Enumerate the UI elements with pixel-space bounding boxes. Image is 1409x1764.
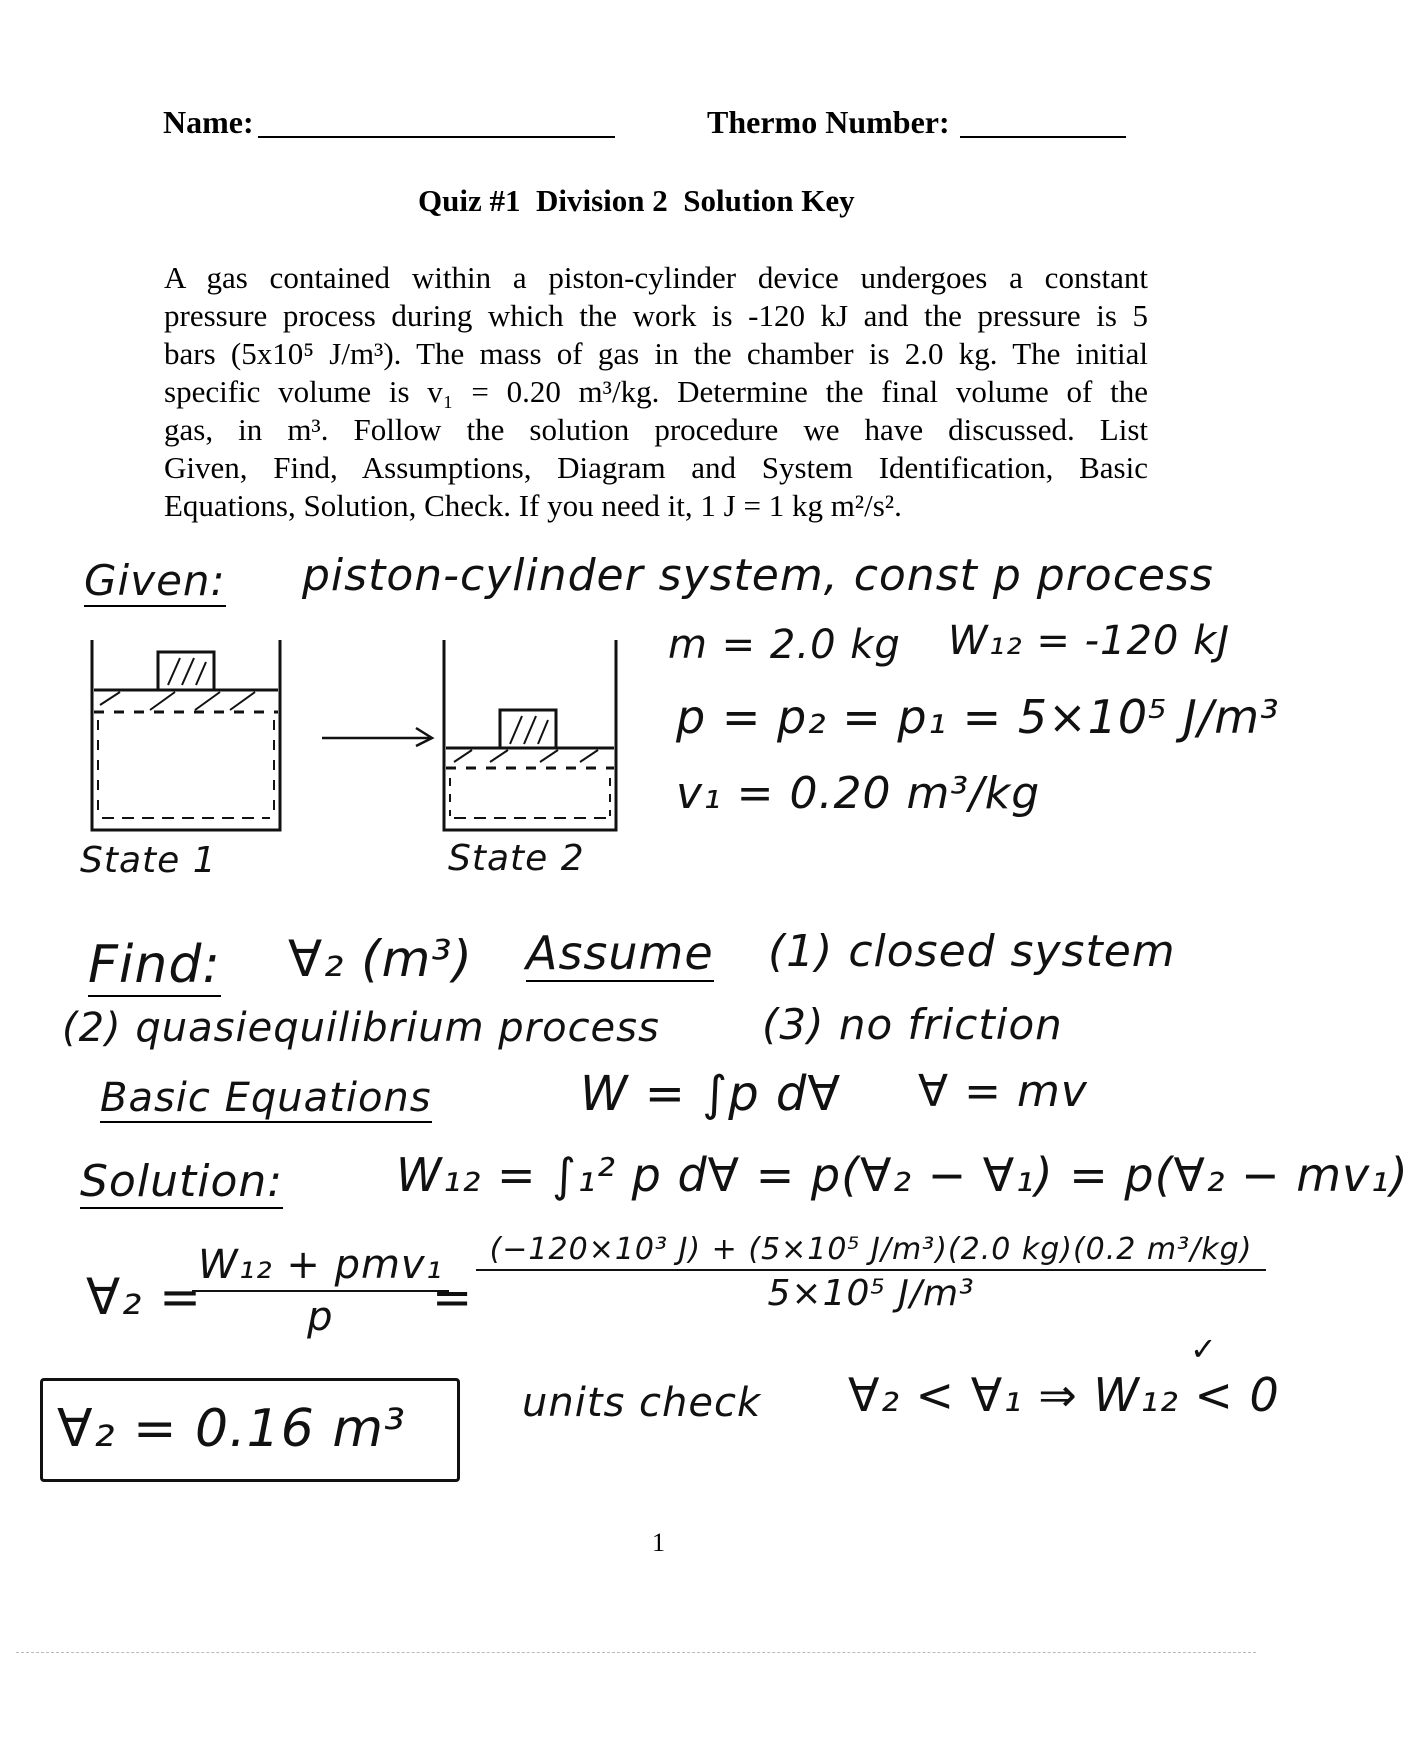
problem-line: specific volume is v₁ = 0.20 m³/kg. Determine the final volume of the <box>164 374 1148 409</box>
problem-line: gas, in m³. Follow the solution procedure we have discussed. List <box>164 412 1148 447</box>
page-number: 1 <box>652 1528 665 1557</box>
fraction-numeric-numerator: (−120×10³ J) + (5×10⁵ J/m³)(2.0 kg)(0.2 m³/kg) <box>476 1232 1266 1271</box>
given-mass: m = 2.0 kg <box>668 622 901 668</box>
given-label: Given: <box>84 556 226 605</box>
thermo-number-label: Thermo Number: <box>707 104 950 140</box>
fraction-symbolic-denominator: p <box>307 1294 334 1340</box>
fraction-symbolic <box>192 1242 449 1340</box>
basic-equation-volume: ∀ = mv <box>918 1066 1088 1117</box>
assumption-3: (3) no friction <box>762 1000 1063 1049</box>
v2-lhs: ∀₂ = <box>86 1268 203 1326</box>
given-pressure: p = p₂ = p₁ = 5×10⁵ J/m³ <box>676 690 1280 744</box>
basic-equations-label: Basic Equations <box>100 1075 432 1121</box>
given-work: W₁₂ = -120 kJ <box>948 618 1231 664</box>
problem-statement <box>164 259 1148 525</box>
problem-line: Equations, Solution, Check. If you need it, 1 J = 1 kg m²/s². <box>164 488 902 523</box>
name-label: Name: <box>163 104 254 140</box>
answer-box <box>40 1378 460 1482</box>
name-blank[interactable] <box>258 136 615 138</box>
state1-label: State 1 <box>80 840 217 881</box>
assumption-1: (1) closed system <box>768 926 1176 977</box>
units-check: units check <box>522 1380 762 1426</box>
problem-line: bars (5x10⁵ J/m³). The mass of gas in the chamber is 2.0 kg. The initial <box>164 336 1148 371</box>
assume-label: Assume <box>526 926 714 980</box>
fraction-numeric <box>476 1232 1266 1314</box>
page-title: Quiz #1 Division 2 Solution Key <box>418 183 855 218</box>
process-arrow <box>322 728 432 746</box>
find-value: ∀₂ (m³) <box>288 930 473 988</box>
problem-line: pressure process during which the work is -120 kJ and the pressure is 5 <box>164 298 1148 333</box>
given-specific-volume: v₁ = 0.20 m³/kg <box>676 768 1041 819</box>
problem-line: Given, Find, Assumptions, Diagram and System Identification, Basic <box>164 450 1148 485</box>
scan-artifact-divider <box>16 1652 1256 1653</box>
equals-sign: = <box>432 1270 474 1326</box>
check-expression: ∀₂ < ∀₁ ⇒ W₁₂ < 0 <box>848 1368 1280 1422</box>
state2-label: State 2 <box>448 838 585 879</box>
solution-label: Solution: <box>80 1156 284 1207</box>
fraction-numeric-denominator: 5×10⁵ J/m³ <box>767 1273 975 1314</box>
find-label: Find: <box>88 935 221 995</box>
state1-cylinder <box>92 640 280 830</box>
solution-line-1: W₁₂ = ∫₁² p d∀ = p(∀₂ − ∀₁) = p(∀₂ − mv₁) <box>396 1148 1409 1202</box>
thermo-number-blank[interactable] <box>960 136 1126 138</box>
fraction-symbolic-numerator: W₁₂ + pmv₁ <box>192 1242 449 1292</box>
basic-equation-work: W = ∫p d∀ <box>580 1066 842 1122</box>
state2-cylinder <box>444 640 616 830</box>
given-text: piston-cylinder system, const p process <box>302 550 1214 601</box>
piston-cylinder-diagram <box>80 630 640 870</box>
final-answer: ∀₂ = 0.16 m³ <box>57 1399 406 1459</box>
assumption-2: (2) quasiequilibrium process <box>62 1005 660 1051</box>
check-mark-icon: ✓ <box>1190 1330 1218 1368</box>
problem-line: A gas contained within a piston-cylinder device undergoes a constant <box>164 260 1148 295</box>
